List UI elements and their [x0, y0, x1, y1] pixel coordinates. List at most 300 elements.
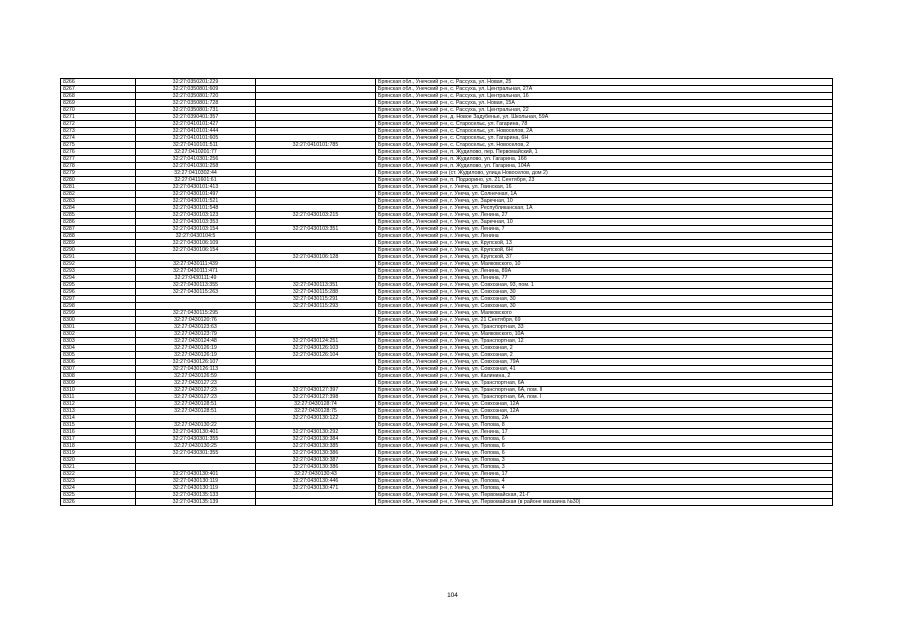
address-cell: Брянская обл., Унечский р-н, с. Старосельє, ул. Новоселов, 2: [376, 142, 833, 149]
address-cell: Брянская обл., Унечский р-н, г. Унеча, ул. Ленина: [376, 233, 833, 240]
table-row: [61, 170, 833, 177]
table-row: [61, 240, 833, 247]
cadastral-table: [60, 78, 833, 506]
building-number-cell: 32:27:0430106:128: [256, 254, 376, 261]
table-row: [61, 289, 833, 296]
address-cell: Брянская обл., Унечский р-н, г. Унеча, ул. Заречная, 10: [376, 219, 833, 226]
row-number-cell: 8321: [61, 464, 136, 471]
cadastral-number-cell: 32:27:0350801:609: [136, 86, 256, 93]
address-cell: Брянская обл., Унечский р-н, г. Унеча, ул. Гвинская, 16: [376, 184, 833, 191]
cadastral-number-cell: 32:27:0430130:119: [136, 485, 256, 492]
building-number-cell: [256, 317, 376, 324]
table-row: [61, 177, 833, 184]
table-row: [61, 401, 833, 408]
table-row: [61, 212, 833, 219]
building-number-cell: [256, 240, 376, 247]
table-row: [61, 135, 833, 142]
building-number-cell: [256, 373, 376, 380]
table-row: [61, 233, 833, 240]
table-row: [61, 114, 833, 121]
building-number-cell: [256, 233, 376, 240]
building-number-cell: [256, 492, 376, 499]
cadastral-number-cell: 32:27:0430106:154: [136, 247, 256, 254]
building-number-cell: [256, 380, 376, 387]
table-row: [61, 79, 833, 86]
address-cell: Брянская обл., Унечский р-н, г. Унеча, ул. Ленина, 17: [376, 429, 833, 436]
address-cell: Брянская обл., Унечский р-н, г. Унеча, ул. Совхозная, 12А: [376, 408, 833, 415]
table-row: [61, 450, 833, 457]
cadastral-number-cell: 32:27:0410101:605: [136, 135, 256, 142]
table-row: [61, 282, 833, 289]
row-number-cell: 8301: [61, 324, 136, 331]
cadastral-number-cell: 32:27:0430123:63: [136, 324, 256, 331]
cadastral-number-cell: 32:27:0430101:521: [136, 198, 256, 205]
cadastral-number-cell: 32:27:0430115:263: [136, 289, 256, 296]
row-number-cell: 8280: [61, 177, 136, 184]
building-number-cell: 32:27:0430128:74: [256, 401, 376, 408]
building-number-cell: 32:27:0430115:293: [256, 303, 376, 310]
row-number-cell: 8324: [61, 485, 136, 492]
row-number-cell: 8294: [61, 275, 136, 282]
building-number-cell: [256, 128, 376, 135]
building-number-cell: 32:27:0430103:351: [256, 226, 376, 233]
row-number-cell: 8317: [61, 436, 136, 443]
building-number-cell: 32:27:0430130:471: [256, 485, 376, 492]
address-cell: Брянская обл., Унечский р-н, г. Унеча, ул. Маяковского, 10А: [376, 331, 833, 338]
table-row: [61, 226, 833, 233]
table-row: [61, 100, 833, 107]
building-number-cell: 32:27:0430103:215: [256, 212, 376, 219]
address-cell: Брянская обл., Унечский р-н, г. Унеча, ул. Попова, 6: [376, 450, 833, 457]
row-number-cell: 8296: [61, 289, 136, 296]
cadastral-number-cell: 32:27:0430124:48: [136, 338, 256, 345]
address-cell: Брянская обл., Унечский р-н, г. Унеча, ул. Первомайская (в районе магазина №30): [376, 499, 833, 506]
address-cell: Брянская обл., Унечский р-н, г. Унеча, ул. Транспортная, 6А, пом. I: [376, 394, 833, 401]
building-number-cell: [256, 184, 376, 191]
address-cell: Брянская обл., Унечский р-н, г. Унеча, ул. Попова, 3: [376, 457, 833, 464]
table-row: [61, 422, 833, 429]
table-row: [61, 93, 833, 100]
table-row: [61, 163, 833, 170]
cadastral-number-cell: 32:27:0430127:23: [136, 394, 256, 401]
cadastral-number-cell: 32:27:0410301:256: [136, 156, 256, 163]
address-cell: Брянская обл., Унечский р-н, г. Унеча, ул. Солнечная, 1А: [376, 191, 833, 198]
table-row: [61, 184, 833, 191]
row-number-cell: 8311: [61, 394, 136, 401]
cadastral-number-cell: 32:27:0430101:548: [136, 205, 256, 212]
table-row: [61, 205, 833, 212]
table-body: [61, 79, 833, 506]
building-number-cell: 32:27:0430128:75: [256, 408, 376, 415]
row-number-cell: 8286: [61, 219, 136, 226]
address-cell: Брянская обл., Унечский р-н, г. Унеча, ул. Попова, 6: [376, 436, 833, 443]
cadastral-number-cell: 32:27:0430135:139: [136, 499, 256, 506]
cadastral-number-cell: 32:27:0410301:258: [136, 163, 256, 170]
cadastral-number-cell: 32:27:0430128:51: [136, 408, 256, 415]
address-cell: Брянская обл., Унечский р-н, п. Подзорино, ул. 21 Сентября, 23: [376, 177, 833, 184]
table-row: [61, 366, 833, 373]
table-row: [61, 107, 833, 114]
address-cell: Брянская обл., Унечский р-н, г. Унеча, ул. Ленина, 17: [376, 471, 833, 478]
cadastral-number-cell: 32:27:0430130:22: [136, 422, 256, 429]
table-row: [61, 380, 833, 387]
table-row: [61, 429, 833, 436]
row-number-cell: 8277: [61, 156, 136, 163]
building-number-cell: [256, 100, 376, 107]
cadastral-number-cell: 32:27:0410201:77: [136, 149, 256, 156]
row-number-cell: 8307: [61, 366, 136, 373]
address-cell: Брянская обл., Унечский р-н, с. Рассуха, ул. Новая, 25: [376, 79, 833, 86]
table-row: [61, 478, 833, 485]
cadastral-number-cell: 32:27:0430101:413: [136, 184, 256, 191]
row-number-cell: 8290: [61, 247, 136, 254]
table-row: [61, 303, 833, 310]
building-number-cell: 32:27:0430130:122: [256, 415, 376, 422]
building-number-cell: [256, 79, 376, 86]
cadastral-number-cell: 32:27:0410302:44: [136, 170, 256, 177]
cadastral-number-cell: 32:27:0410101:427: [136, 121, 256, 128]
building-number-cell: 32:27:0430130:446: [256, 478, 376, 485]
address-cell: Брянская обл., Унечский р-н, г. Унеча, ул. Попова, 6: [376, 443, 833, 450]
cadastral-number-cell: 32:27:0430126:19: [136, 352, 256, 359]
table-row: [61, 352, 833, 359]
building-number-cell: 32:27:0430126:103: [256, 345, 376, 352]
address-cell: Брянская обл., Унечский р-н, г. Унеча, ул. Маяковского: [376, 310, 833, 317]
building-number-cell: [256, 310, 376, 317]
cadastral-number-cell: 32:27:0410101:444: [136, 128, 256, 135]
address-cell: Брянская обл., Унечский р-н, г. Унеча, ул. Попова, 8: [376, 422, 833, 429]
cadastral-number-cell: [136, 457, 256, 464]
address-cell: Брянская обл., Унечский р-н, г. Унеча, ул. Маяковского, 10: [376, 261, 833, 268]
row-number-cell: 8308: [61, 373, 136, 380]
table-row: [61, 128, 833, 135]
address-cell: Брянская обл., Унечский р-н, г. Унеча, ул. Транспортная, 6А: [376, 380, 833, 387]
table-row: [61, 457, 833, 464]
row-number-cell: 8270: [61, 107, 136, 114]
cadastral-number-cell: 32:27:0430103:154: [136, 226, 256, 233]
address-cell: Брянская обл., Унечский р-н, с. Старосельє, ул. Новоселов, 2А: [376, 128, 833, 135]
row-number-cell: 8266: [61, 79, 136, 86]
cadastral-number-cell: 32:27:0430126:107: [136, 359, 256, 366]
cadastral-number-cell: 32:27:0390401:357: [136, 114, 256, 121]
table-row: [61, 387, 833, 394]
table-row: [61, 436, 833, 443]
table-row: [61, 121, 833, 128]
cadastral-number-cell: [136, 296, 256, 303]
row-number-cell: 8293: [61, 268, 136, 275]
cadastral-number-cell: 32:27:0430103:123: [136, 212, 256, 219]
address-cell: Брянская обл., Унечский р-н, г. Унеча, ул. Транспортная, 33: [376, 324, 833, 331]
row-number-cell: 8267: [61, 86, 136, 93]
building-number-cell: [256, 261, 376, 268]
cadastral-number-cell: 32:27:0430106:109: [136, 240, 256, 247]
address-cell: Брянская обл., Унечский р-н, г. Унеча, ул. Ленина, 89А: [376, 268, 833, 275]
row-number-cell: 8278: [61, 163, 136, 170]
address-cell: Брянская обл., Унечский р-н, г. Унеча, ул. Совхозная, 41: [376, 366, 833, 373]
cadastral-number-cell: 32:27:0430301:355: [136, 450, 256, 457]
table-row: [61, 471, 833, 478]
address-cell: Брянская обл., Унечский р-н, г. Унеча, ул. Ленина, 77: [376, 275, 833, 282]
row-number-cell: 8282: [61, 191, 136, 198]
address-cell: Брянская обл., Унечский р-н, г. Унеча, ул. Крупской, 37: [376, 254, 833, 261]
row-number-cell: 8313: [61, 408, 136, 415]
row-number-cell: 8268: [61, 93, 136, 100]
building-number-cell: [256, 170, 376, 177]
table-row: [61, 443, 833, 450]
row-number-cell: 8279: [61, 170, 136, 177]
address-cell: Брянская обл., Унечский р-н, г. Унеча, ул. Попова, 4: [376, 485, 833, 492]
table-row: [61, 268, 833, 275]
row-number-cell: 8319: [61, 450, 136, 457]
building-number-cell: 32:27:0430126:104: [256, 352, 376, 359]
row-number-cell: 8316: [61, 429, 136, 436]
address-cell: Брянская обл., Унечский р-н, г. Унеча, ул. Совхозная, 30: [376, 289, 833, 296]
row-number-cell: 8291: [61, 254, 136, 261]
row-number-cell: 8284: [61, 205, 136, 212]
address-cell: Брянская обл., Унечский р-н, г. Унеча, ул. Совхозная, 2: [376, 345, 833, 352]
building-number-cell: [256, 366, 376, 373]
address-cell: Брянская обл., Унечский р-н, г. Унеча, ул. Транспортная, 12: [376, 338, 833, 345]
row-number-cell: 8292: [61, 261, 136, 268]
building-number-cell: 32:27:0410101:785: [256, 142, 376, 149]
table-row: [61, 156, 833, 163]
address-cell: Брянская обл., Унечский р-н, г. Унеча, ул. 21 Сентября, 69: [376, 317, 833, 324]
building-number-cell: 32:27:0430130:292: [256, 429, 376, 436]
address-cell: Брянская обл., Унечский р-н, г. Унеча, ул. Транспортная, 6А, пом. II: [376, 387, 833, 394]
building-number-cell: [256, 331, 376, 338]
table-row: [61, 310, 833, 317]
row-number-cell: 8281: [61, 184, 136, 191]
row-number-cell: 8298: [61, 303, 136, 310]
table-row: [61, 345, 833, 352]
address-cell: Брянская обл., Унечский р-н, г. Унеча, ул. Совхозная, 12А: [376, 401, 833, 408]
building-number-cell: [256, 324, 376, 331]
row-number-cell: 8326: [61, 499, 136, 506]
building-number-cell: [256, 149, 376, 156]
building-number-cell: 32:27:0430130:386: [256, 464, 376, 471]
table-row: [61, 408, 833, 415]
building-number-cell: 32:27:0430130:43: [256, 471, 376, 478]
row-number-cell: 8302: [61, 331, 136, 338]
cadastral-number-cell: 32:27:0430111:471: [136, 268, 256, 275]
building-number-cell: 32:27:0430115:288: [256, 289, 376, 296]
building-number-cell: [256, 268, 376, 275]
cadastral-number-cell: 32:27:0350801:728: [136, 100, 256, 107]
address-cell: Брянская обл., Унечский р-н, г. Унеча, ул. Крупской, 6Н: [376, 247, 833, 254]
row-number-cell: 8312: [61, 401, 136, 408]
building-number-cell: [256, 247, 376, 254]
building-number-cell: [256, 198, 376, 205]
cadastral-number-cell: 32:27:0430120:76: [136, 317, 256, 324]
row-number-cell: 8306: [61, 359, 136, 366]
address-cell: Брянская обл., Унечский р-н, с. Рассуха, ул. Новая, 15А: [376, 100, 833, 107]
address-cell: Брянская обл., Унечский р-н, г. Унеча, ул. Республиканская, 1А: [376, 205, 833, 212]
building-number-cell: [256, 156, 376, 163]
cadastral-number-cell: 32:27:0430113:355: [136, 282, 256, 289]
table-row: [61, 499, 833, 506]
cadastral-number-cell: 32:27:0430130:401: [136, 471, 256, 478]
address-cell: Брянская обл., Унечский р-н, г. Унеча, ул. Ленина, 7: [376, 226, 833, 233]
row-number-cell: 8276: [61, 149, 136, 156]
address-cell: Брянская обл., Унечский р-н, с. Старосельє, ул. Гагарина, 6Н: [376, 135, 833, 142]
cadastral-number-cell: 32:27:0410101:511: [136, 142, 256, 149]
cadastral-number-cell: 32:27:0350201:229: [136, 79, 256, 86]
building-number-cell: [256, 163, 376, 170]
table-row: [61, 191, 833, 198]
building-number-cell: [256, 177, 376, 184]
row-number-cell: 8325: [61, 492, 136, 499]
cadastral-number-cell: [136, 464, 256, 471]
row-number-cell: 8303: [61, 338, 136, 345]
building-number-cell: [256, 191, 376, 198]
row-number-cell: 8310: [61, 387, 136, 394]
table-row: [61, 373, 833, 380]
table-row: [61, 394, 833, 401]
address-cell: Брянская обл., Унечский р-н, г. Унеча, ул. Совхозная, 30: [376, 303, 833, 310]
table-row: [61, 247, 833, 254]
building-number-cell: 32:27:0430130:385: [256, 443, 376, 450]
row-number-cell: 8300: [61, 317, 136, 324]
cadastral-number-cell: 32:27:0430123:79: [136, 331, 256, 338]
building-number-cell: [256, 114, 376, 121]
building-number-cell: [256, 359, 376, 366]
table-row: [61, 324, 833, 331]
table-row: [61, 492, 833, 499]
address-cell: Брянская обл., Унечский р-н, п. Жудилово, ул. Гагарина, 16б: [376, 156, 833, 163]
row-number-cell: 8309: [61, 380, 136, 387]
building-number-cell: 32:27:0430127:398: [256, 394, 376, 401]
cadastral-number-cell: 32:27:0350801:720: [136, 93, 256, 100]
building-number-cell: 32:27:0430130:384: [256, 436, 376, 443]
building-number-cell: 32:27:0430130:387: [256, 457, 376, 464]
row-number-cell: 8288: [61, 233, 136, 240]
address-cell: Брянская обл., Унечский р-н, г. Унеча, ул. Совхозная, 30: [376, 296, 833, 303]
table-row: [61, 142, 833, 149]
row-number-cell: 8274: [61, 135, 136, 142]
page-number: 104: [447, 592, 458, 599]
cadastral-number-cell: [136, 303, 256, 310]
table-row: [61, 275, 833, 282]
cadastral-number-cell: 32:27:0430111:439: [136, 261, 256, 268]
cadastral-number-cell: 32:27:0430126:59: [136, 373, 256, 380]
cadastral-number-cell: 32:27:0430127:23: [136, 387, 256, 394]
building-number-cell: 32:27:0430127:397: [256, 387, 376, 394]
cadastral-number-cell: 32:27:0430130:119: [136, 478, 256, 485]
table-row: [61, 415, 833, 422]
address-cell: Брянская обл., Унечский р-н, г. Унеча, ул. Крупской, 13: [376, 240, 833, 247]
table-row: [61, 219, 833, 226]
cadastral-number-cell: 32:27:0430126:113: [136, 366, 256, 373]
cadastral-number-cell: [136, 415, 256, 422]
cadastral-number-cell: 32:27:0430130:25: [136, 443, 256, 450]
row-number-cell: 8273: [61, 128, 136, 135]
table-row: [61, 296, 833, 303]
row-number-cell: 8299: [61, 310, 136, 317]
building-number-cell: [256, 499, 376, 506]
address-cell: Брянская обл., Унечский р-н (ст. Жудилово, улица Новоселов, дом 2): [376, 170, 833, 177]
cadastral-number-cell: [136, 254, 256, 261]
row-number-cell: 8297: [61, 296, 136, 303]
cadastral-number-cell: 32:27:0430130:401: [136, 429, 256, 436]
address-cell: Брянская обл., Унечский р-н, с. Рассуха, ул. Центральная, 22: [376, 107, 833, 114]
building-number-cell: [256, 422, 376, 429]
address-cell: Брянская обл., Унечский р-н, с. Рассуха, ул. Центральная, 27А: [376, 86, 833, 93]
building-number-cell: 32:27:0430130:386: [256, 450, 376, 457]
address-cell: Брянская обл., Унечский р-н, г. Унеча, ул. Совхозная, 93, пом. 1: [376, 282, 833, 289]
cadastral-number-cell: 32:27:0430126:19: [136, 345, 256, 352]
row-number-cell: 8320: [61, 457, 136, 464]
table-row: [61, 317, 833, 324]
row-number-cell: 8295: [61, 282, 136, 289]
address-cell: Брянская обл., Унечский р-н, г. Унеча, ул. Совхозная, 79А: [376, 359, 833, 366]
row-number-cell: 8271: [61, 114, 136, 121]
table-row: [61, 331, 833, 338]
address-cell: Брянская обл., Унечский р-н, г. Унеча, ул. Совхозная, 2: [376, 352, 833, 359]
address-cell: Брянская обл., Унечский р-н, г. Унеча, ул. Калинина, 2: [376, 373, 833, 380]
address-cell: Брянская обл., Унечский р-н, п. Жудилово, пер. Первомайский, 1: [376, 149, 833, 156]
address-cell: Брянская обл., Унечский р-н, д. Новое Задубенье, ул. Школьная, 59А: [376, 114, 833, 121]
building-number-cell: 32:27:0430113:351: [256, 282, 376, 289]
table-row: [61, 359, 833, 366]
table-row: [61, 86, 833, 93]
cadastral-number-cell: 32:27:0430104:5: [136, 233, 256, 240]
cadastral-number-cell: 32:27:0430128:51: [136, 401, 256, 408]
building-number-cell: [256, 135, 376, 142]
cadastral-number-cell: 32:27:0430101:497: [136, 191, 256, 198]
building-number-cell: [256, 219, 376, 226]
cadastral-number-cell: 32:27:0430103:353: [136, 219, 256, 226]
row-number-cell: 8283: [61, 198, 136, 205]
address-cell: Брянская обл., Унечский р-н, г. Унеча, ул. Попова, 4: [376, 478, 833, 485]
cadastral-number-cell: 32:27:0430301:355: [136, 436, 256, 443]
row-number-cell: 8272: [61, 121, 136, 128]
table-row: [61, 198, 833, 205]
row-number-cell: 8287: [61, 226, 136, 233]
table-row: [61, 464, 833, 471]
row-number-cell: 8315: [61, 422, 136, 429]
row-number-cell: 8318: [61, 443, 136, 450]
row-number-cell: 8275: [61, 142, 136, 149]
table-row: [61, 149, 833, 156]
table-row: [61, 338, 833, 345]
cadastral-number-cell: 32:27:0430135:133: [136, 492, 256, 499]
row-number-cell: 8314: [61, 415, 136, 422]
table-row: [61, 261, 833, 268]
row-number-cell: 8289: [61, 240, 136, 247]
row-number-cell: 8269: [61, 100, 136, 107]
cadastral-number-cell: 32:27:0430115:295: [136, 310, 256, 317]
row-number-cell: 8304: [61, 345, 136, 352]
address-cell: Брянская обл., Унечский р-н, г. Унеча, ул. Попова, 2А: [376, 415, 833, 422]
address-cell: Брянская обл., Унечский р-н, г. Унеча, ул. Ленина, 27: [376, 212, 833, 219]
building-number-cell: [256, 93, 376, 100]
cadastral-number-cell: 32:27:0430111:49: [136, 275, 256, 282]
cadastral-number-cell: 32:27:0430127:23: [136, 380, 256, 387]
table-row: [61, 254, 833, 261]
address-cell: Брянская обл., Унечский р-н, г. Унеча, ул. Попова, 3: [376, 464, 833, 471]
address-cell: Брянская обл., Унечский р-н, г. Унеча, ул. Заречная, 10: [376, 198, 833, 205]
address-cell: Брянская обл., Унечский р-н, г. Унеча, ул. Первомайская, 21-Г: [376, 492, 833, 499]
row-number-cell: 8323: [61, 478, 136, 485]
address-cell: Брянская обл., Унечский р-н, с. Рассуха, ул. Центральная, 16: [376, 93, 833, 100]
building-number-cell: 32:27:0430124:251: [256, 338, 376, 345]
building-number-cell: [256, 205, 376, 212]
building-number-cell: [256, 275, 376, 282]
building-number-cell: [256, 107, 376, 114]
row-number-cell: 8322: [61, 471, 136, 478]
building-number-cell: [256, 121, 376, 128]
row-number-cell: 8285: [61, 212, 136, 219]
